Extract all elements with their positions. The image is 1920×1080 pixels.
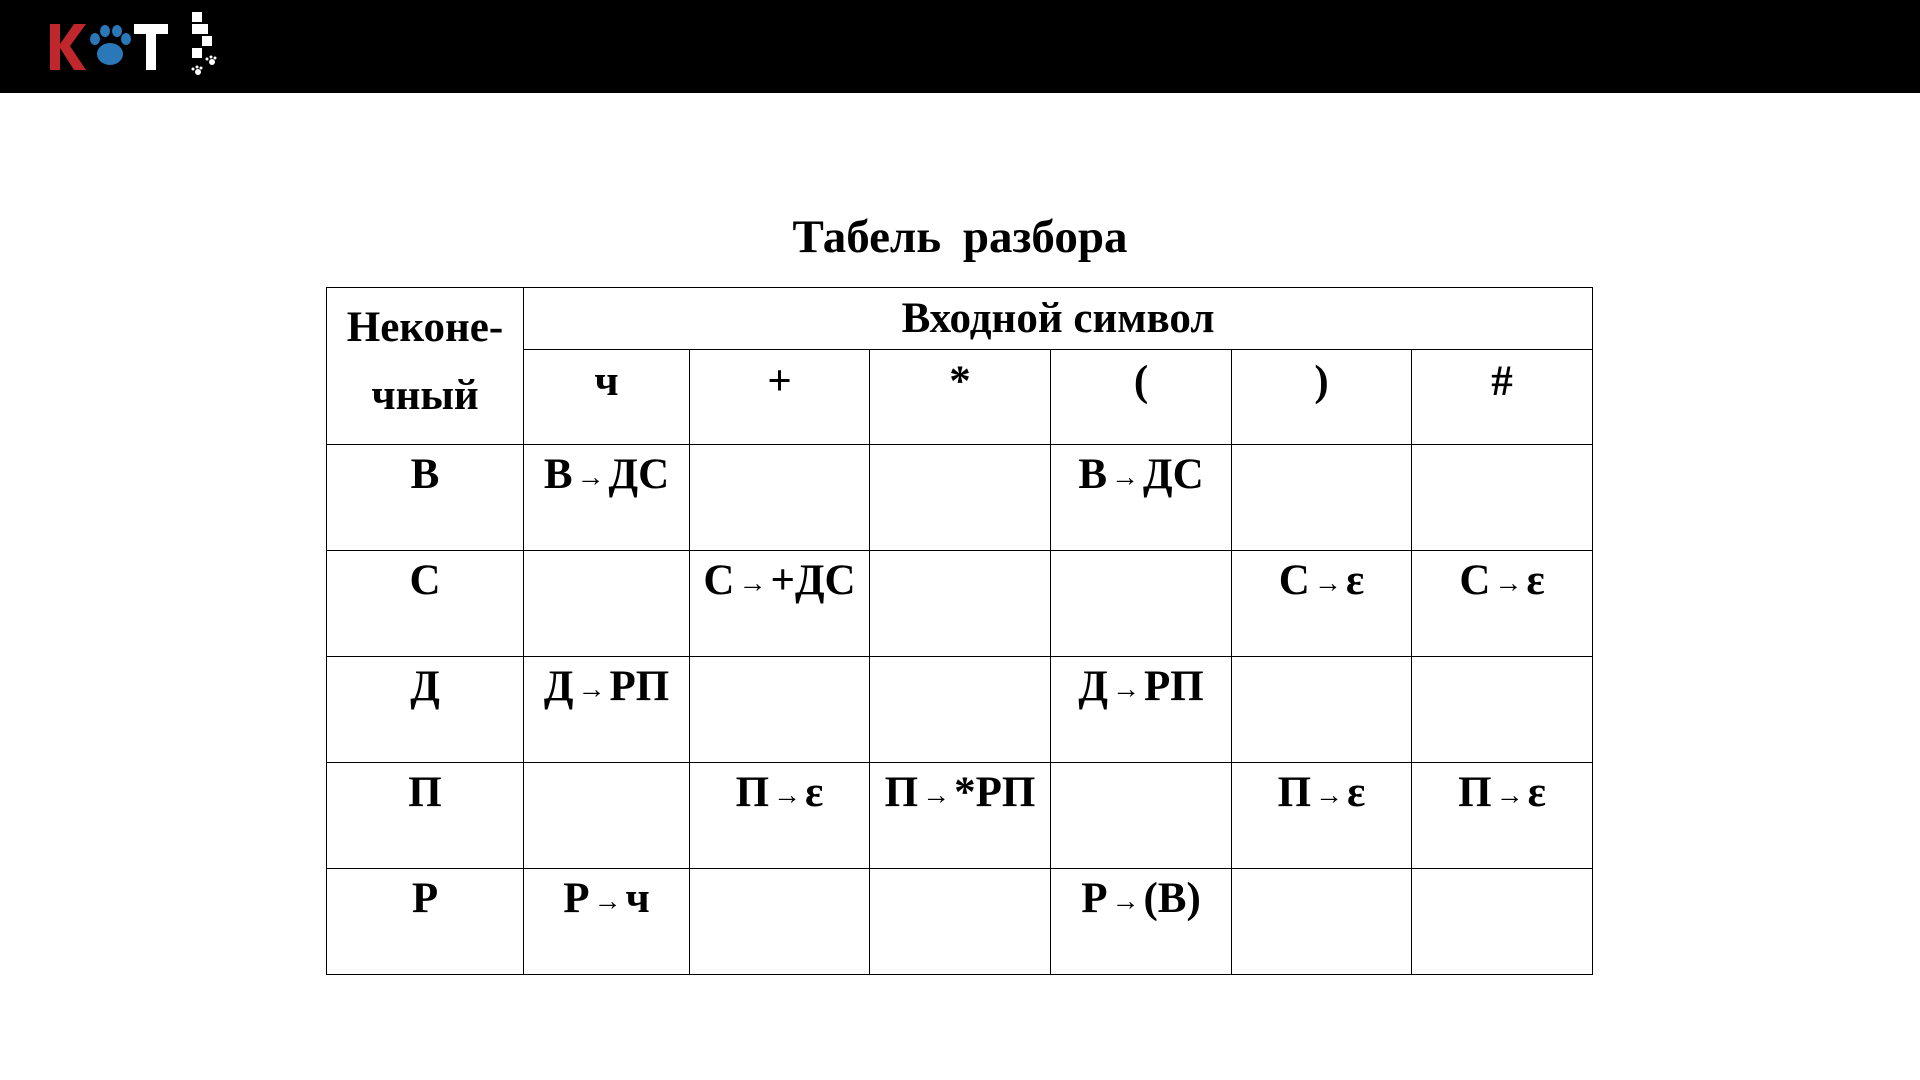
- production-lhs: С: [1278, 557, 1310, 604]
- input-symbol-header: Входной символ: [524, 288, 1593, 350]
- production-cell: [690, 445, 870, 551]
- production-cell: [870, 551, 1051, 657]
- production-cell: [870, 763, 1051, 869]
- production-cell: [1051, 869, 1232, 975]
- production-rhs: ε: [1527, 769, 1546, 816]
- production-cell: [1412, 445, 1593, 551]
- production-cell: [690, 869, 870, 975]
- production-rhs: ε: [1345, 557, 1365, 604]
- production-rhs: ДС: [1143, 451, 1204, 498]
- production-lhs: Д: [543, 663, 574, 710]
- arrow-icon: →: [1111, 462, 1140, 493]
- arrow-icon: →: [576, 462, 605, 493]
- table-row: [327, 869, 1593, 975]
- input-symbol-cell: *: [870, 350, 1051, 445]
- arrow-icon: →: [773, 780, 802, 811]
- parse-table: [326, 287, 1593, 975]
- production-cell: [1232, 657, 1412, 763]
- table-row: [327, 657, 1593, 763]
- production-cell: [1412, 869, 1593, 975]
- production-cell: [1412, 763, 1593, 869]
- arrow-icon: →: [1315, 780, 1344, 811]
- input-symbol-cell: +: [690, 350, 870, 445]
- production-rhs: ч: [625, 875, 650, 922]
- production-lhs: П: [884, 769, 919, 816]
- production-cell: [1232, 551, 1412, 657]
- table-row: [327, 551, 1593, 657]
- production-rhs: РП: [1143, 663, 1204, 710]
- production-cell: [690, 763, 870, 869]
- production-cell: [1051, 763, 1232, 869]
- nonterminal-column-header: [327, 288, 524, 445]
- kot-logo: [48, 10, 238, 85]
- production-cell: [1051, 445, 1232, 551]
- arrow-icon: →: [1494, 568, 1523, 599]
- production-rhs: ε: [1347, 769, 1366, 816]
- production-rhs: ε: [805, 769, 824, 816]
- nonterminal-cell: Р: [327, 869, 524, 975]
- arrow-icon: →: [1495, 780, 1524, 811]
- production-cell: [524, 551, 690, 657]
- production-cell: [1232, 445, 1412, 551]
- production-cell: [524, 869, 690, 975]
- table-row: [327, 763, 1593, 869]
- production-rhs: РП: [609, 663, 670, 710]
- production-cell: [1051, 657, 1232, 763]
- production-rhs: +ДС: [770, 557, 856, 604]
- production-cell: [870, 445, 1051, 551]
- production-lhs: В: [543, 451, 573, 498]
- production-cell: [690, 657, 870, 763]
- nonterminal-cell: Д: [327, 657, 524, 763]
- production-cell: [1232, 869, 1412, 975]
- production-cell: [1412, 551, 1593, 657]
- production-cell: [1232, 763, 1412, 869]
- production-cell: [690, 551, 870, 657]
- production-cell: [1051, 551, 1232, 657]
- nonterminal-cell: С: [327, 551, 524, 657]
- production-lhs: Р: [1081, 875, 1108, 922]
- production-cell: [870, 869, 1051, 975]
- input-symbol-cell: #: [1412, 350, 1593, 445]
- production-rhs: (В): [1143, 875, 1201, 922]
- production-cell: [524, 445, 690, 551]
- production-lhs: В: [1078, 451, 1108, 498]
- input-symbol-cell: ): [1232, 350, 1412, 445]
- nonterminal-header-line2: чный: [371, 372, 479, 419]
- production-lhs: С: [1459, 557, 1491, 604]
- arrow-icon: →: [738, 568, 767, 599]
- arrow-icon: →: [1111, 674, 1140, 705]
- top-bar: [0, 0, 1920, 93]
- nonterminal-cell: В: [327, 445, 524, 551]
- arrow-icon: →: [1313, 568, 1342, 599]
- input-symbol-cell: (: [1051, 350, 1232, 445]
- production-cell: [524, 657, 690, 763]
- production-rhs: ДС: [608, 451, 670, 498]
- table-row: [327, 445, 1593, 551]
- production-lhs: С: [703, 557, 735, 604]
- production-cell: [870, 657, 1051, 763]
- arrow-icon: →: [922, 780, 951, 811]
- production-lhs: П: [1458, 769, 1492, 816]
- arrow-icon: →: [577, 674, 606, 705]
- input-symbol-cell: ч: [524, 350, 690, 445]
- nonterminal-cell: П: [327, 763, 524, 869]
- production-rhs: ε: [1526, 557, 1545, 604]
- nonterminal-header-line1: Неконе-: [346, 304, 504, 351]
- production-lhs: Р: [563, 875, 590, 922]
- production-cell: [524, 763, 690, 869]
- production-rhs: *РП: [954, 769, 1036, 816]
- page-title: Табель разбора: [792, 211, 1128, 263]
- arrow-icon: →: [593, 886, 622, 917]
- production-cell: [1412, 657, 1593, 763]
- production-lhs: П: [1277, 769, 1312, 816]
- production-lhs: П: [735, 769, 770, 816]
- arrow-icon: →: [1111, 886, 1140, 917]
- production-lhs: Д: [1078, 663, 1108, 710]
